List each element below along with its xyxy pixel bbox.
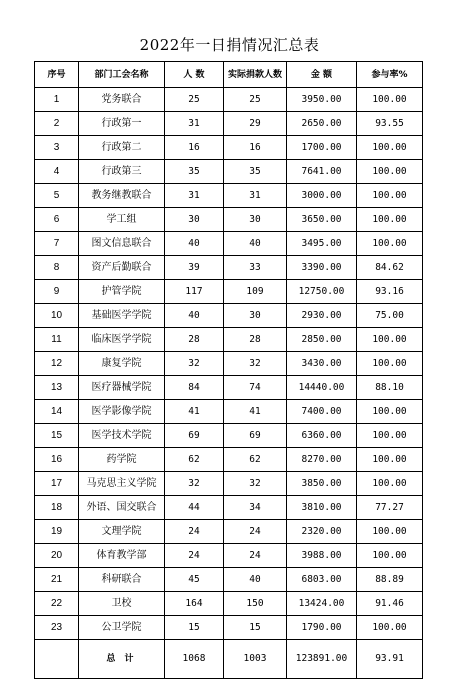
donation-summary-table	[34, 61, 423, 679]
cell-amount: 2320.00	[287, 520, 357, 544]
cell-rate: 93.16	[357, 280, 423, 304]
table-row	[35, 280, 423, 304]
header-amount: 金 额	[287, 62, 357, 88]
cell-rate: 100.00	[357, 328, 423, 352]
cell-amount: 2850.00	[287, 328, 357, 352]
table-row	[35, 112, 423, 136]
cell-rate: 100.00	[357, 448, 423, 472]
header-donors: 实际捐款人数	[224, 62, 287, 88]
cell-people: 40	[165, 232, 224, 256]
cell-seq: 15	[35, 424, 79, 448]
table-row	[35, 160, 423, 184]
cell-amount: 3810.00	[287, 496, 357, 520]
cell-donors: 25	[224, 88, 287, 112]
cell-donors: 40	[224, 568, 287, 592]
cell-people: 15	[165, 616, 224, 640]
cell-unit: 体育教学部	[79, 544, 165, 568]
table-row	[35, 352, 423, 376]
cell-amount: 3430.00	[287, 352, 357, 376]
header-row	[35, 62, 423, 88]
cell-amount: 1700.00	[287, 136, 357, 160]
cell-seq: 22	[35, 592, 79, 616]
cell-unit: 行政第一	[79, 112, 165, 136]
table-row	[35, 376, 423, 400]
cell-seq: 11	[35, 328, 79, 352]
cell-amount: 3000.00	[287, 184, 357, 208]
cell-seq: 13	[35, 376, 79, 400]
cell-amount: 7641.00	[287, 160, 357, 184]
cell-people: 117	[165, 280, 224, 304]
cell-unit: 医疗器械学院	[79, 376, 165, 400]
cell-seq: 23	[35, 616, 79, 640]
cell-amount: 2930.00	[287, 304, 357, 328]
cell-seq: 12	[35, 352, 79, 376]
cell-donors: 34	[224, 496, 287, 520]
cell-donors: 28	[224, 328, 287, 352]
cell-unit: 药学院	[79, 448, 165, 472]
cell-people: 32	[165, 352, 224, 376]
cell-people: 30	[165, 208, 224, 232]
cell-amount: 3495.00	[287, 232, 357, 256]
cell-seq: 7	[35, 232, 79, 256]
cell-unit: 康复学院	[79, 352, 165, 376]
cell-donors: 30	[224, 208, 287, 232]
cell-donors: 35	[224, 160, 287, 184]
total-people: 1068	[165, 640, 224, 679]
cell-donors: 30	[224, 304, 287, 328]
cell-donors: 31	[224, 184, 287, 208]
cell-unit: 教务继教联合	[79, 184, 165, 208]
cell-unit: 科研联合	[79, 568, 165, 592]
cell-people: 62	[165, 448, 224, 472]
cell-unit: 资产后勤联合	[79, 256, 165, 280]
total-donors: 1003	[224, 640, 287, 679]
cell-rate: 100.00	[357, 400, 423, 424]
page-title: 2022年一日捐情况汇总表	[139, 36, 320, 54]
cell-unit: 文理学院	[79, 520, 165, 544]
cell-donors: 150	[224, 592, 287, 616]
cell-seq: 14	[35, 400, 79, 424]
cell-rate: 93.55	[357, 112, 423, 136]
table-row	[35, 424, 423, 448]
table-row	[35, 520, 423, 544]
header-rate: 参与率%	[357, 62, 423, 88]
cell-rate: 100.00	[357, 520, 423, 544]
header-seq: 序号	[35, 62, 79, 88]
cell-donors: 29	[224, 112, 287, 136]
table-body	[35, 88, 423, 640]
cell-people: 24	[165, 520, 224, 544]
cell-amount: 1790.00	[287, 616, 357, 640]
cell-amount: 3850.00	[287, 472, 357, 496]
cell-seq: 9	[35, 280, 79, 304]
cell-people: 25	[165, 88, 224, 112]
cell-donors: 109	[224, 280, 287, 304]
cell-rate: 91.46	[357, 592, 423, 616]
table-row	[35, 472, 423, 496]
total-seq-cell	[35, 640, 79, 679]
cell-people: 32	[165, 472, 224, 496]
cell-seq: 5	[35, 184, 79, 208]
cell-amount: 6360.00	[287, 424, 357, 448]
cell-people: 24	[165, 544, 224, 568]
cell-people: 16	[165, 136, 224, 160]
cell-unit: 学工组	[79, 208, 165, 232]
total-amount: 123891.00	[287, 640, 357, 679]
cell-unit: 医学技术学院	[79, 424, 165, 448]
cell-seq: 19	[35, 520, 79, 544]
header-unit: 部门工会名称	[79, 62, 165, 88]
cell-seq: 17	[35, 472, 79, 496]
cell-people: 41	[165, 400, 224, 424]
cell-rate: 75.00	[357, 304, 423, 328]
cell-unit: 图文信息联合	[79, 232, 165, 256]
cell-seq: 16	[35, 448, 79, 472]
cell-donors: 40	[224, 232, 287, 256]
cell-donors: 62	[224, 448, 287, 472]
table-row	[35, 400, 423, 424]
cell-amount: 8270.00	[287, 448, 357, 472]
table-row	[35, 328, 423, 352]
cell-unit: 基础医学学院	[79, 304, 165, 328]
table-row	[35, 616, 423, 640]
cell-seq: 10	[35, 304, 79, 328]
table-row	[35, 496, 423, 520]
cell-people: 69	[165, 424, 224, 448]
cell-seq: 6	[35, 208, 79, 232]
cell-people: 44	[165, 496, 224, 520]
table-row	[35, 544, 423, 568]
cell-unit: 行政第二	[79, 136, 165, 160]
cell-people: 40	[165, 304, 224, 328]
cell-seq: 2	[35, 112, 79, 136]
cell-people: 35	[165, 160, 224, 184]
cell-amount: 12750.00	[287, 280, 357, 304]
table-row	[35, 448, 423, 472]
cell-rate: 100.00	[357, 616, 423, 640]
cell-rate: 77.27	[357, 496, 423, 520]
table-row	[35, 256, 423, 280]
cell-people: 28	[165, 328, 224, 352]
cell-seq: 20	[35, 544, 79, 568]
cell-seq: 21	[35, 568, 79, 592]
cell-seq: 18	[35, 496, 79, 520]
cell-unit: 护管学院	[79, 280, 165, 304]
table-row	[35, 592, 423, 616]
cell-unit: 党务联合	[79, 88, 165, 112]
cell-amount: 3988.00	[287, 544, 357, 568]
cell-unit: 外语、国交联合	[79, 496, 165, 520]
cell-rate: 88.10	[357, 376, 423, 400]
table-row	[35, 184, 423, 208]
cell-donors: 15	[224, 616, 287, 640]
cell-rate: 100.00	[357, 472, 423, 496]
cell-unit: 医学影像学院	[79, 400, 165, 424]
cell-rate: 100.00	[357, 232, 423, 256]
cell-rate: 100.00	[357, 160, 423, 184]
cell-rate: 88.89	[357, 568, 423, 592]
cell-seq: 4	[35, 160, 79, 184]
cell-amount: 3950.00	[287, 88, 357, 112]
cell-donors: 32	[224, 472, 287, 496]
cell-seq: 1	[35, 88, 79, 112]
table-row	[35, 568, 423, 592]
total-label: 总 计	[79, 640, 165, 679]
cell-seq: 3	[35, 136, 79, 160]
table-row	[35, 208, 423, 232]
cell-donors: 24	[224, 544, 287, 568]
table-row	[35, 232, 423, 256]
cell-people: 31	[165, 112, 224, 136]
cell-rate: 100.00	[357, 424, 423, 448]
table-row	[35, 136, 423, 160]
cell-people: 84	[165, 376, 224, 400]
cell-unit: 公卫学院	[79, 616, 165, 640]
cell-people: 31	[165, 184, 224, 208]
cell-donors: 32	[224, 352, 287, 376]
total-rate: 93.91	[357, 640, 423, 679]
cell-donors: 41	[224, 400, 287, 424]
cell-amount: 3390.00	[287, 256, 357, 280]
cell-amount: 7400.00	[287, 400, 357, 424]
cell-rate: 100.00	[357, 352, 423, 376]
cell-people: 39	[165, 256, 224, 280]
cell-amount: 6803.00	[287, 568, 357, 592]
header-people: 人 数	[165, 62, 224, 88]
cell-unit: 临床医学学院	[79, 328, 165, 352]
cell-donors: 69	[224, 424, 287, 448]
table-row	[35, 88, 423, 112]
table-row	[35, 304, 423, 328]
cell-donors: 74	[224, 376, 287, 400]
cell-rate: 84.62	[357, 256, 423, 280]
cell-unit: 卫校	[79, 592, 165, 616]
cell-seq: 8	[35, 256, 79, 280]
cell-people: 45	[165, 568, 224, 592]
cell-donors: 33	[224, 256, 287, 280]
cell-unit: 马克思主义学院	[79, 472, 165, 496]
cell-rate: 100.00	[357, 136, 423, 160]
cell-unit: 行政第三	[79, 160, 165, 184]
cell-donors: 16	[224, 136, 287, 160]
cell-rate: 100.00	[357, 544, 423, 568]
cell-amount: 13424.00	[287, 592, 357, 616]
cell-rate: 100.00	[357, 88, 423, 112]
cell-rate: 100.00	[357, 208, 423, 232]
cell-donors: 24	[224, 520, 287, 544]
cell-people: 164	[165, 592, 224, 616]
cell-amount: 14440.00	[287, 376, 357, 400]
cell-amount: 2650.00	[287, 112, 357, 136]
cell-rate: 100.00	[357, 184, 423, 208]
cell-amount: 3650.00	[287, 208, 357, 232]
total-row	[35, 640, 423, 679]
